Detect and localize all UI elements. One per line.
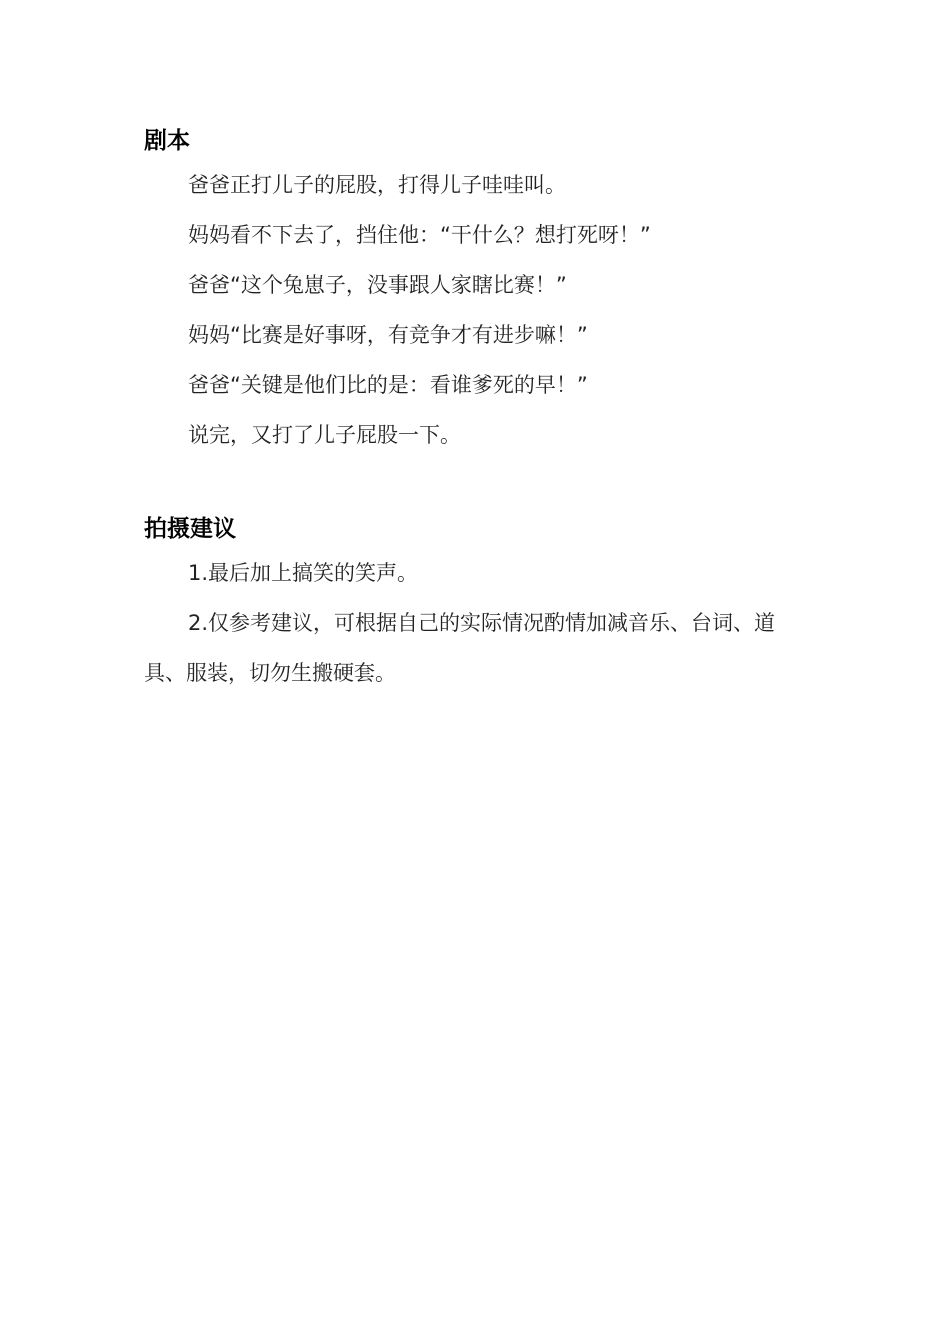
document-content bbox=[144, 122, 810, 698]
section-title-shooting-tips: 拍摄建议 bbox=[144, 516, 236, 542]
tip-item: 1.最后加上搞笑的笑声。 bbox=[188, 561, 419, 585]
script-line: 妈妈看不下去了，挡住他：“干什么？想打死呀！” bbox=[188, 223, 651, 247]
tip-item: 2.仅参考建议，可根据自己的实际情况酌情加减音乐、台词、道具、服装，切勿生搬硬套。 bbox=[144, 611, 776, 685]
section-spacer bbox=[144, 460, 810, 510]
script-line: 说完，又打了儿子屁股一下。 bbox=[188, 423, 461, 447]
script-line: 妈妈“比赛是好事呀，有竞争才有进步嘛！” bbox=[188, 323, 588, 347]
section-title-script: 剧本 bbox=[144, 128, 190, 154]
script-line: 爸爸“关键是他们比的是：看谁爹死的早！” bbox=[188, 373, 588, 397]
script-line: 爸爸“这个兔崽子，没事跟人家瞎比赛！” bbox=[188, 273, 567, 297]
script-line: 爸爸正打儿子的屁股，打得儿子哇哇叫。 bbox=[188, 173, 566, 197]
